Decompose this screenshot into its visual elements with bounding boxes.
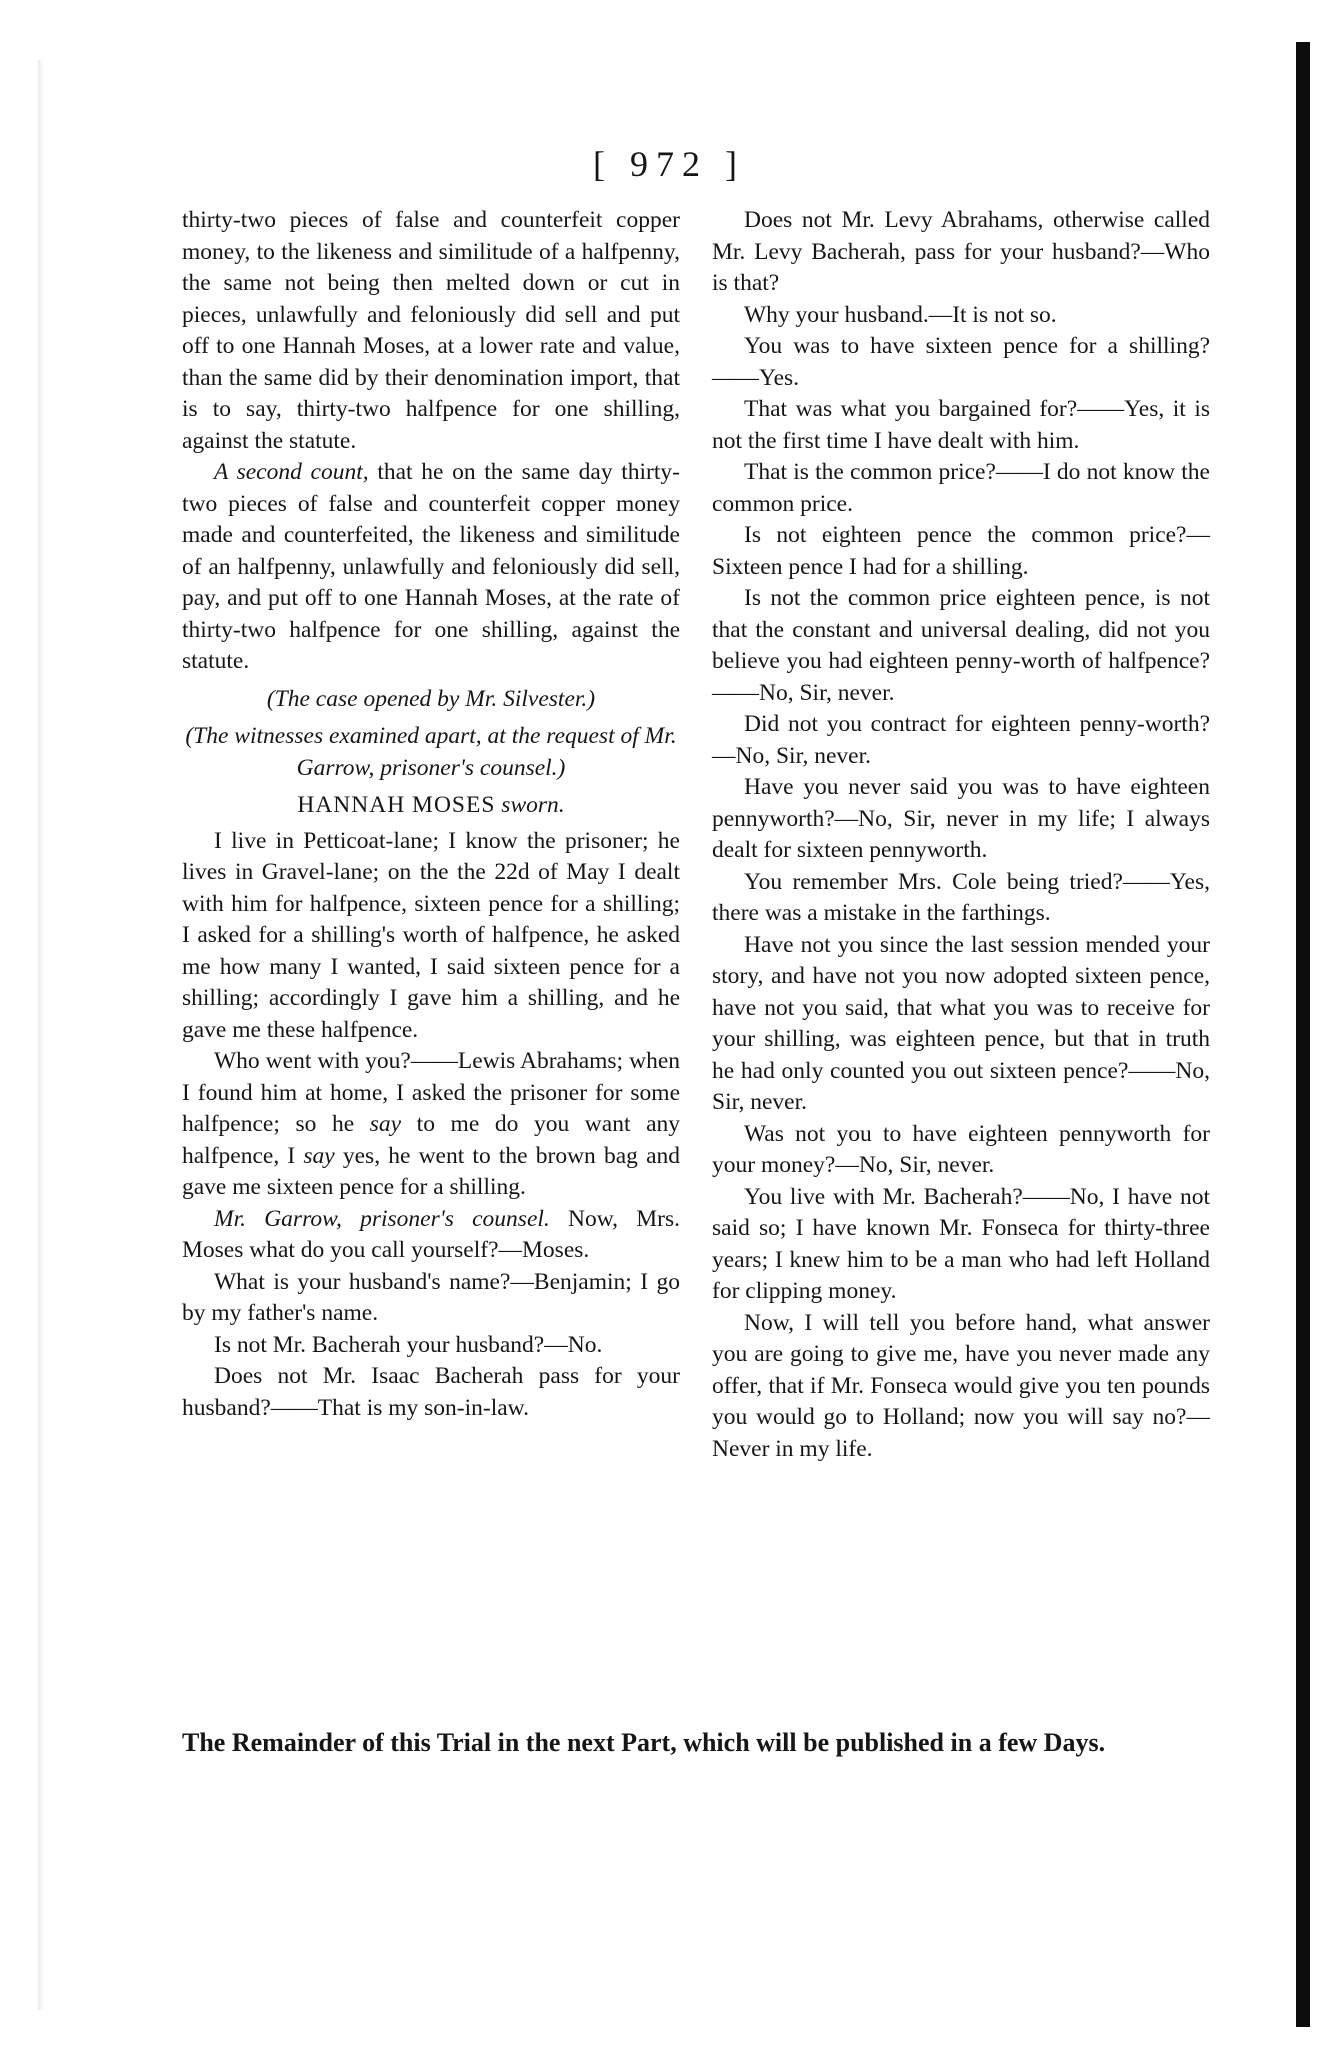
testimony-emphasis: say xyxy=(303,1142,335,1169)
question-answer: Why your husband.—It is not so. xyxy=(744,301,1057,328)
indictment-first-count: thirty-two pieces of false and counterfeit copper money, to the likeness and similitude of a halfpenny, the same not being then melted down or cut in pieces, unlawfully and feloniously did sell and put off to one Hannah Moses, at a lower rate and value, than the same did by their denomination import, that is to say, thirty-two halfpence for one shilling, against the statute. xyxy=(182,207,680,454)
question-answer: You was to have sixteen pence for a shilling?——Yes. xyxy=(712,333,1210,391)
testimony-text: Who went with you?——Lewis Abrahams; when I found him at home, I asked the prisoner for some halfpence; so he xyxy=(182,1048,680,1137)
second-count-label: A second count, xyxy=(214,459,369,485)
testimony-emphasis: say xyxy=(369,1111,402,1137)
question-answer: Now, I will tell you before hand, what answer you are going to give me, have you never made any offer, that if Mr. Fonseca would give you ten pounds you would go to Holland; now you will say no?—Never in my life. xyxy=(712,1309,1210,1462)
question-answer: You live with Mr. Bacherah?——No, I have not said so; I have known Mr. Fonseca for thirty-three years; I knew him to be a man who had left Holland for clipping money. xyxy=(712,1183,1210,1304)
witness-name: HANNAH MOSES xyxy=(297,792,496,818)
question-answer: Is not Mr. Bacherah your husband?—No. xyxy=(214,1331,603,1358)
question-answer: Have you never said you was to have eighteen pennyworth?—No, Sir, never in my life; I always dealt for sixteen pennyworth. xyxy=(712,774,1210,863)
binding-edge xyxy=(1296,42,1310,2027)
testimony-text: yes, he went to the brown bag and gave me sixteen pence for a shilling. xyxy=(182,1142,680,1200)
cross-examination-paragraph xyxy=(182,1204,680,1267)
page-number: [ 972 ] xyxy=(593,144,745,184)
question-answer: Have not you since the last session mended your story, and have not you now adopted sixteen pence, have not you said, that what you was to receive for your shilling, was eighteen pence, but that in truth he had only counted you out sixteen pence?——No, Sir, never. xyxy=(712,931,1210,1115)
witnesses-examined-note: (The witnesses examined apart, at the request of Mr. Garrow, prisoner's counsel.) xyxy=(185,723,677,781)
question-answer: Was not you to have eighteen pennyworth for your money?—No, Sir, never. xyxy=(712,1120,1210,1178)
testimony-paragraph xyxy=(182,1046,680,1204)
counsel-label: Mr. Garrow, prisoner's counsel. xyxy=(214,1205,550,1232)
testimony-paragraph: I live in Petticoat-lane; I know the prisoner; he lives in Gravel-lane; on the the 22d of May I dealt with him for halfpence, sixteen pence for a shilling; I asked for a shilling's worth of halfpence, he asked me how many I wanted, I said sixteen pence for a shilling; accordingly I gave him a shilling, and he gave me these halfpence. xyxy=(182,827,680,1043)
question-answer: That was what you bargained for?——Yes, it is not the first time I have dealt with him. xyxy=(712,396,1210,454)
witness-sworn: sworn. xyxy=(501,792,565,818)
indictment-second-count xyxy=(182,457,680,678)
page-edge-shadow xyxy=(38,60,44,2010)
question-answer: Is not the common price eighteen pence, is not that the constant and universal dealing, did not you believe you had eighteen penny-worth of halfpence?——No, Sir, never. xyxy=(712,585,1210,706)
question-answer: You remember Mrs. Cole being tried?——Yes, there was a mistake in the farthings. xyxy=(712,868,1210,926)
counsel-question: Now, Mrs. Moses what do you call yourself?—Moses. xyxy=(182,1205,680,1263)
question-answer: That is the common price?——I do not know the common price. xyxy=(712,459,1210,517)
case-opened-note: (The case opened by Mr. Silvester.) xyxy=(266,685,596,712)
right-column xyxy=(712,205,1210,1465)
witness-heading xyxy=(182,790,680,822)
left-column xyxy=(182,205,680,1424)
continuation-notice: The Remainder of this Trial in the next Part, which will be published in a few Days. xyxy=(182,1728,1106,1757)
question-answer: Did not you contract for eighteen penny-worth?—No, Sir, never. xyxy=(712,711,1210,769)
question-answer: What is your husband's name?—Benjamin; I go by my father's name. xyxy=(182,1268,680,1326)
question-answer: Does not Mr. Isaac Bacherah pass for your husband?——That is my son-in-law. xyxy=(182,1363,680,1421)
testimony-text: to me do you want any halfpence, I xyxy=(182,1111,680,1169)
question-answer: Is not eighteen pence the common price?—Sixteen pence I had for a shilling. xyxy=(712,522,1210,580)
second-count-text: that he on the same day thirty-two pieces of false and counterfeit copper money made and counterfeited, the likeness and similitude of an halfpenny, unlawfully and feloniously did sell, pay, and put off to one Hannah Moses, at the rate of thirty-two halfpence for one shilling, against the statute. xyxy=(182,459,680,674)
question-answer: Does not Mr. Levy Abrahams, otherwise called Mr. Levy Bacherah, pass for your husband?—Who is that? xyxy=(712,207,1210,296)
